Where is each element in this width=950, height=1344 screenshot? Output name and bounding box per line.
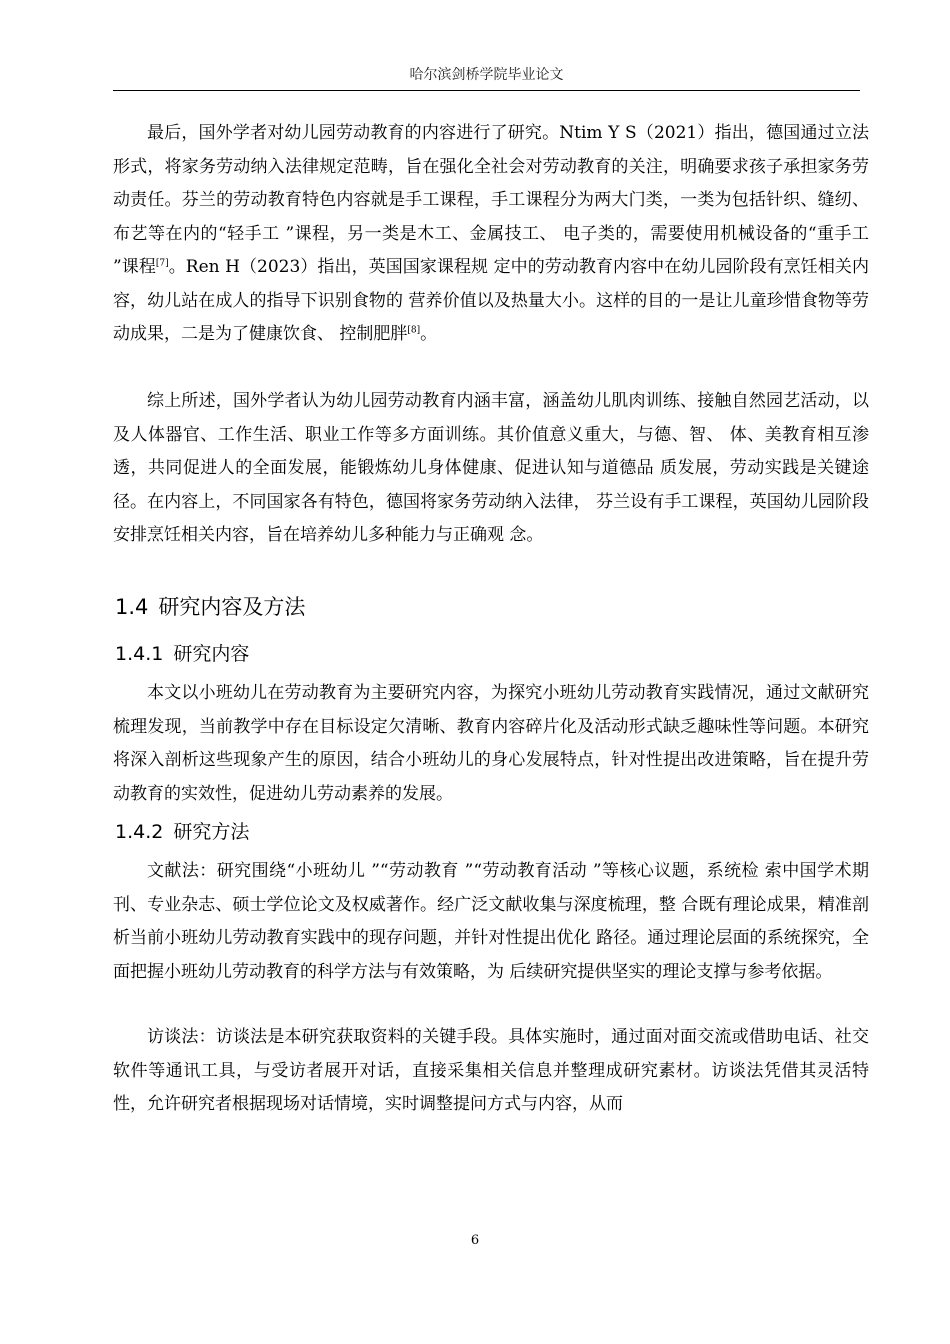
section-heading-1-4-2 (115, 817, 249, 844)
page-number (0, 1233, 950, 1248)
header-title: 哈尔滨剑桥学院毕业论文 (409, 67, 564, 83)
page-number-text: 6 (470, 1233, 480, 1248)
paragraph-text: 综上所述，国外学者认为幼儿园劳动教育内涵丰富，涵盖幼儿肌肉训练、接触自然园艺活动，以及人体器官、工作生活、职业工作等多方面训练。其价值意义重大，与德、智、 体、美教育相互渗透，共同促进人的全面发展，能锻炼幼儿身体健康、促进认知与道德品 质发展，劳动实践是关键途径。在内容上，不同国家各有特色，德国将家务劳动纳入法律， 芬兰设有手工课程，英国幼儿园阶段安排烹饪相关内容，旨在培养幼儿多种能力与正确观 念。 (113, 391, 869, 545)
paragraph-segment: 。 (420, 324, 438, 344)
section-heading-1-4 (115, 591, 305, 621)
paragraph-research-content (113, 677, 869, 811)
paragraph-segment: 最后，国外学者对幼儿园劳动教育的内容进行了研究。Ntim Y S（2021）指出，德国通过立法形式，将家务劳动纳入法律规定范畴，旨在强化全社会对劳动教育的关注，明确要求孩子承担家务劳动责任。芬兰的劳动教育特色内容就是手工课程，手工课程分为两大门类，一类为包括针织、缝纫、布艺等在内的“轻手工 ”课程，另一类是木工、金属技工、 电子类的，需要使用机械设备的“重手工 ”课程 (113, 123, 869, 277)
section-number: 1.4.2 (115, 821, 164, 843)
paragraph-foreign-content (113, 117, 869, 352)
section-title: 研究内容及方法 (158, 595, 306, 619)
paragraph-interview-method (113, 1021, 869, 1122)
paragraph-text: 文献法：研究围绕“小班幼儿 ”“劳动教育 ”“劳动教育活动 ”等核心议题，系统检 索中国学术期刊、专业杂志、硕士学位论文及权威著作。经广泛文献收集与深度梳理，整 合既有理论成果，精准剖析当前小班幼儿劳动教育实践中的现存问题，并针对性提出优化 路径。通过理论层面的系统探究，全面把握小班幼儿劳动教育的科学方法与有效策略，为 后续研究提供坚实的理论支撑与参考依据。 (113, 861, 869, 982)
citation-ref-8: [8] (407, 325, 421, 336)
paragraph-text: 访谈法：访谈法是本研究获取资料的关键手段。具体实施时，通过面对面交流或借助电话、社交软件等通讯工具，与受访者展开对话，直接采集相关信息并整理成研究素材。访谈法凭借其灵活特性，允许研究者根据现场对话情境，实时调整提问方式与内容，从而 (113, 1027, 869, 1114)
paragraph-summary (113, 385, 869, 553)
section-heading-1-4-1 (115, 639, 249, 666)
paragraph-literature-method (113, 855, 869, 989)
paragraph-text (113, 117, 869, 352)
paragraph-segment: 。Ren H（2023）指出，英国国家课程规 定中的劳动教育内容中在幼儿园阶段有烹饪相关内容，幼儿站在成人的指导下识别食物的 营养价值以及热量大小。这样的目的一是让儿童珍惜食物等劳动成果，二是为了健康饮食、 控制肥胖 (113, 257, 869, 344)
section-title: 研究内容 (173, 643, 250, 665)
citation-ref-7: [7] (155, 258, 169, 269)
page-header (113, 64, 860, 91)
section-number: 1.4.1 (115, 643, 164, 665)
paragraph-text: 本文以小班幼儿在劳动教育为主要研究内容，为探究小班幼儿劳动教育实践情况，通过文献研究梳理发现，当前教学中存在目标设定欠清晰、教育内容碎片化及活动形式缺乏趣味性等问题。本研究将深入剖析这些现象产生的原因，结合小班幼儿的身心发展特点，针对性提出改进策略，旨在提升劳动教育的实效性，促进幼儿劳动素养的发展。 (113, 683, 869, 804)
section-title: 研究方法 (173, 821, 250, 843)
section-number: 1.4 (115, 595, 149, 619)
